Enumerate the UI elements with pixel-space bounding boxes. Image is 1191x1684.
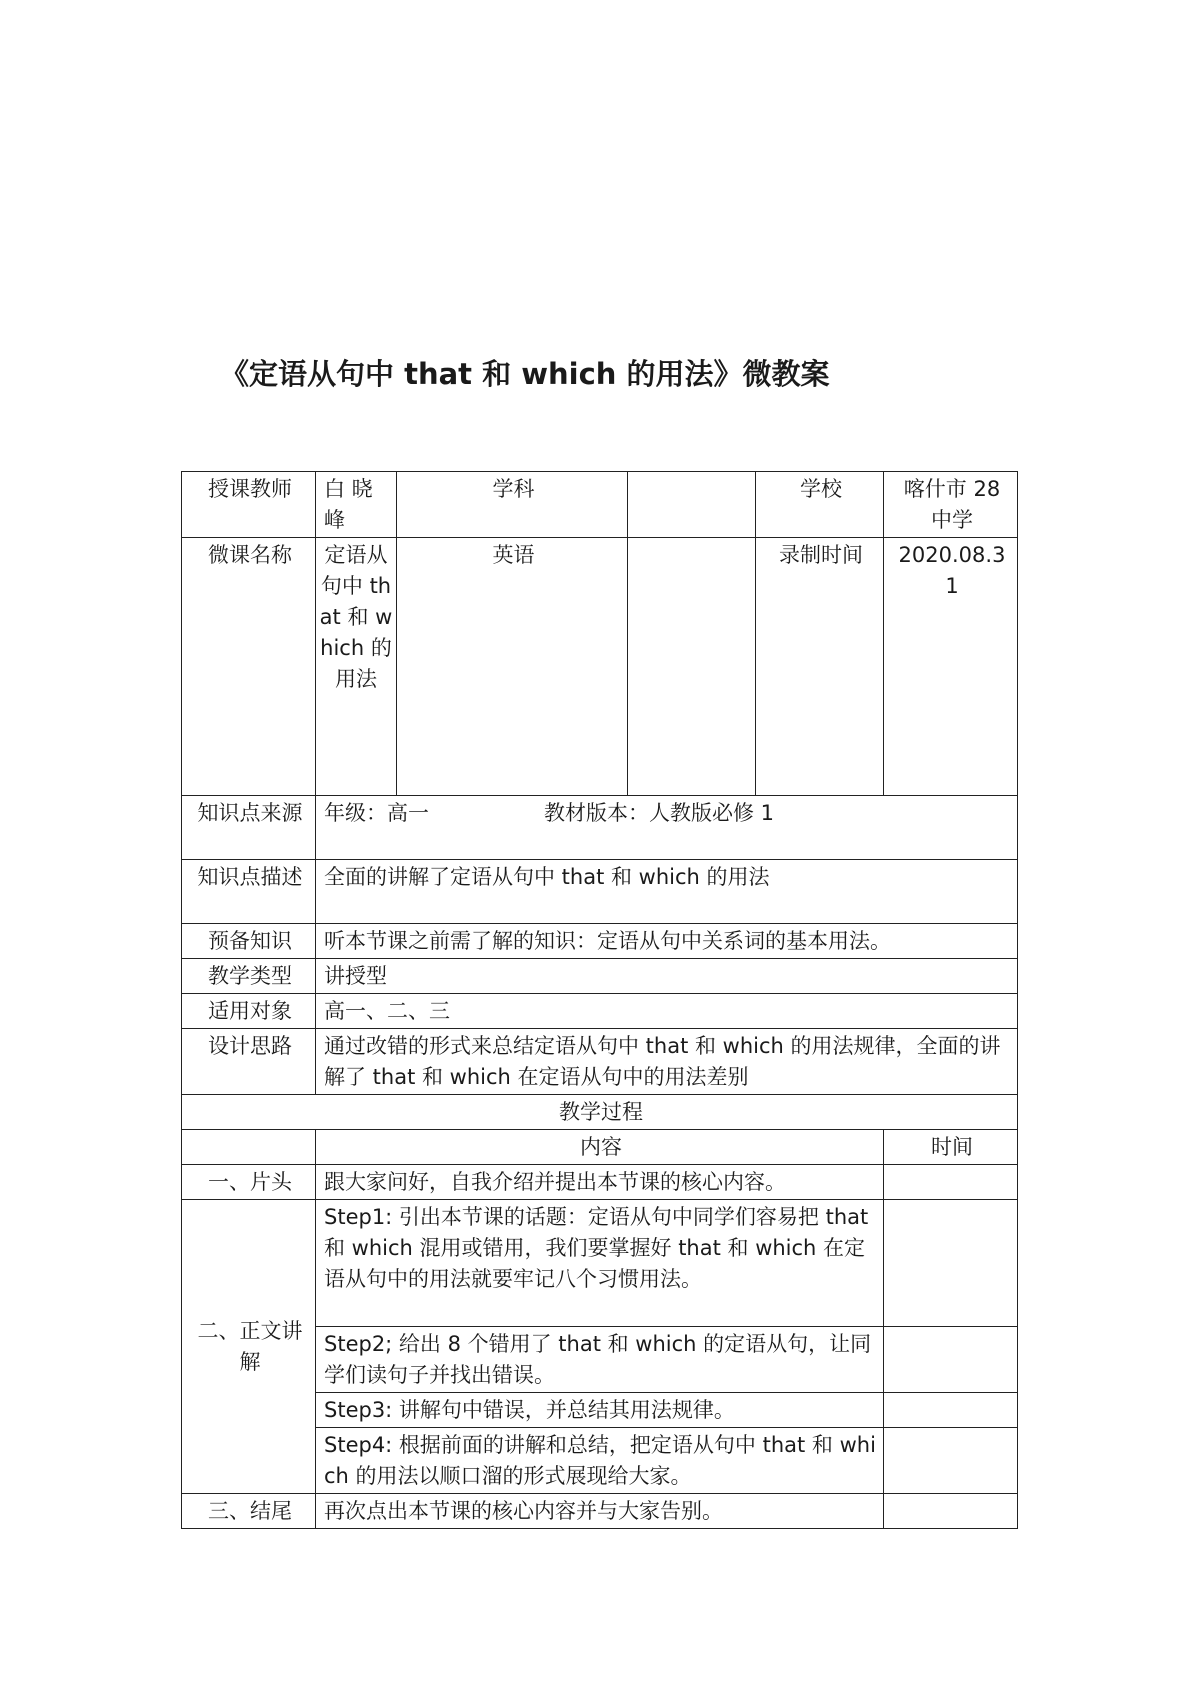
description-value: 全面的讲解了定语从句中 that 和 which 的用法 bbox=[316, 860, 1018, 924]
time-header: 时间 bbox=[884, 1130, 1018, 1165]
table-row bbox=[182, 924, 1018, 959]
prerequisite-label: 预备知识 bbox=[182, 924, 316, 959]
empty-cell bbox=[628, 538, 756, 796]
document-title: 《定语从句中 that 和 which 的用法》微教案 bbox=[220, 357, 830, 391]
table-row bbox=[182, 994, 1018, 1029]
table-row bbox=[182, 1029, 1018, 1095]
lesson-plan-table bbox=[181, 471, 1018, 1529]
grade: 年级：高一 bbox=[324, 801, 429, 825]
table-row bbox=[182, 472, 1018, 538]
end-label: 三、结尾 bbox=[182, 1494, 316, 1529]
content-header: 内容 bbox=[316, 1130, 884, 1165]
empty-cell bbox=[884, 1327, 1018, 1393]
audience-value: 高一、二、三 bbox=[316, 994, 1018, 1029]
empty-cell bbox=[884, 1393, 1018, 1428]
teacher-label: 授课教师 bbox=[182, 472, 316, 538]
step-2: Step2; 给出 8 个错用了 that 和 which 的定语从句，让同学们读句子并找出错误。 bbox=[316, 1327, 884, 1393]
course-name-label: 微课名称 bbox=[182, 538, 316, 796]
table-row bbox=[182, 860, 1018, 924]
empty-cell bbox=[628, 472, 756, 538]
school-value: 喀什市 28 中学 bbox=[884, 472, 1018, 538]
process-heading: 教学过程 bbox=[182, 1095, 1018, 1130]
table-row bbox=[182, 1095, 1018, 1130]
type-value: 讲授型 bbox=[316, 959, 1018, 994]
step-1: Step1: 引出本节课的话题：定语从句中同学们容易把 that 和 which 混用或错用，我们要掌握好 that 和 which 在定语从句中的用法就要牢记八个习惯用法。 bbox=[316, 1200, 884, 1327]
source-value bbox=[316, 796, 1018, 860]
audience-label: 适用对象 bbox=[182, 994, 316, 1029]
subject-value: 英语 bbox=[397, 538, 628, 796]
body-label: 二、正文讲解 bbox=[182, 1200, 316, 1494]
type-label: 教学类型 bbox=[182, 959, 316, 994]
empty-cell bbox=[884, 1494, 1018, 1529]
table-row bbox=[182, 796, 1018, 860]
textbook: 教材版本：人教版必修 1 bbox=[544, 801, 775, 825]
empty-cell bbox=[182, 1130, 316, 1165]
source-label: 知识点来源 bbox=[182, 796, 316, 860]
design-label: 设计思路 bbox=[182, 1029, 316, 1095]
prerequisite-value: 听本节课之前需了解的知识：定语从句中关系词的基本用法。 bbox=[316, 924, 1018, 959]
subject-label: 学科 bbox=[397, 472, 628, 538]
table-row bbox=[182, 1130, 1018, 1165]
empty-cell bbox=[884, 1165, 1018, 1200]
school-label: 学校 bbox=[756, 472, 884, 538]
table-row bbox=[182, 1165, 1018, 1200]
intro-label: 一、片头 bbox=[182, 1165, 316, 1200]
table-row bbox=[182, 1494, 1018, 1529]
table-row bbox=[182, 538, 1018, 796]
end-content: 再次点出本节课的核心内容并与大家告别。 bbox=[316, 1494, 884, 1529]
table-row bbox=[182, 959, 1018, 994]
intro-content: 跟大家问好，自我介绍并提出本节课的核心内容。 bbox=[316, 1165, 884, 1200]
design-value: 通过改错的形式来总结定语从句中 that 和 which 的用法规律，全面的讲解了 that 和 which 在定语从句中的用法差别 bbox=[316, 1029, 1018, 1095]
course-name-value: 定语从句中 that 和 which 的用法 bbox=[316, 538, 397, 796]
step-3: Step3: 讲解句中错误，并总结其用法规律。 bbox=[316, 1393, 884, 1428]
empty-cell bbox=[884, 1200, 1018, 1327]
table-row bbox=[182, 1200, 1018, 1327]
record-time-label: 录制时间 bbox=[756, 538, 884, 796]
step-4: Step4: 根据前面的讲解和总结，把定语从句中 that 和 which 的用法以顺口溜的形式展现给大家。 bbox=[316, 1428, 884, 1494]
teacher-value: 白 晓峰 bbox=[316, 472, 397, 538]
record-time-value: 2020.08.31 bbox=[884, 538, 1018, 796]
empty-cell bbox=[884, 1428, 1018, 1494]
description-label: 知识点描述 bbox=[182, 860, 316, 924]
